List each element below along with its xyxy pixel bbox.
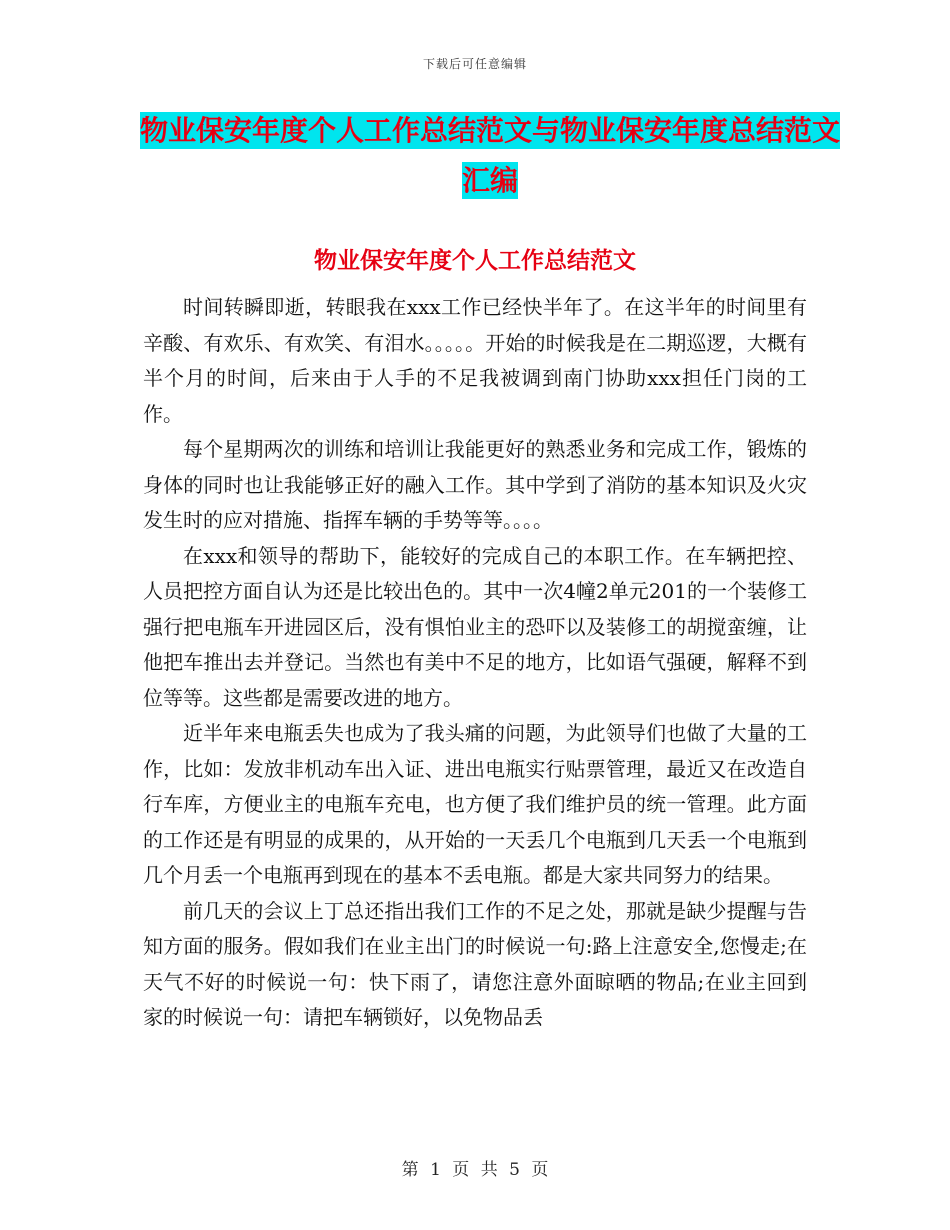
document-title-text: 物业保安年度个人工作总结范文与物业保安年度总结范文汇编 (140, 114, 841, 197)
paragraph-1: 时间转瞬即逝，转眼我在xxx工作已经快半年了。在这半年的时间里有辛酸、有欢乐、有欢笑、有泪水。。。。。开始的时候我是在二期巡逻，大概有半个月的时间，后来由于人手的不足我被调到南门协助xxx担任门岗的工作。 (143, 295, 807, 426)
page-number-footer: 第 1 页 共 5 页 (401, 1160, 549, 1180)
paragraph-4: 近半年来电瓶丢失也成为了我头痛的问题，为此领导们也做了大量的工作，比如：发放非机动车出入证、进出电瓶实行贴票管理，最近又在改造自行车库，方便业主的电瓶车充电，也方便了我们维护员的统一管理。此方面的工作还是有明显的成果的，从开始的一天丢几个电瓶到几天丢一个电瓶到几个月丢一个电瓶再到现在的基本不丢电瓶。都是大家共同努力的结果。 (143, 721, 807, 887)
header-note: 下载后可任意编辑 (422, 57, 527, 71)
paragraph-2: 每个星期两次的训练和培训让我能更好的熟悉业务和完成工作，锻炼的身体的同时也让我能够正好的融入工作。其中学到了消防的基本知识及火灾发生时的应对措施、指挥车辆的手势等等。。。。 (143, 437, 807, 532)
paragraph-3: 在xxx和领导的帮助下，能较好的完成自己的本职工作。在车辆把控、人员把控方面自认为还是比较出色的。其中一次4幢2单元201的一个装修工强行把电瓶车开进园区后，没有惧怕业主的恐吓以及装修工的胡搅蛮缠，让他把车推出去并登记。当然也有美中不足的地方，比如语气强硬，解释不到位等等。这些都是需要改进的地方。 (143, 543, 807, 710)
section-title: 物业保安年度个人工作总结范文 (314, 248, 636, 274)
document-body (143, 290, 807, 1036)
paragraph-5: 前几天的会议上丁总还指出我们工作的不足之处，那就是缺少提醒与告知方面的服务。假如我们在业主出门的时候说一句:路上注意安全,您慢走;在天气不好的时候说一句：快下雨了，请您注意外面晾晒的物品;在业主回到家的时候说一句：请把车辆锁好，以免物品丢 (143, 898, 807, 1029)
document-title (140, 106, 840, 206)
